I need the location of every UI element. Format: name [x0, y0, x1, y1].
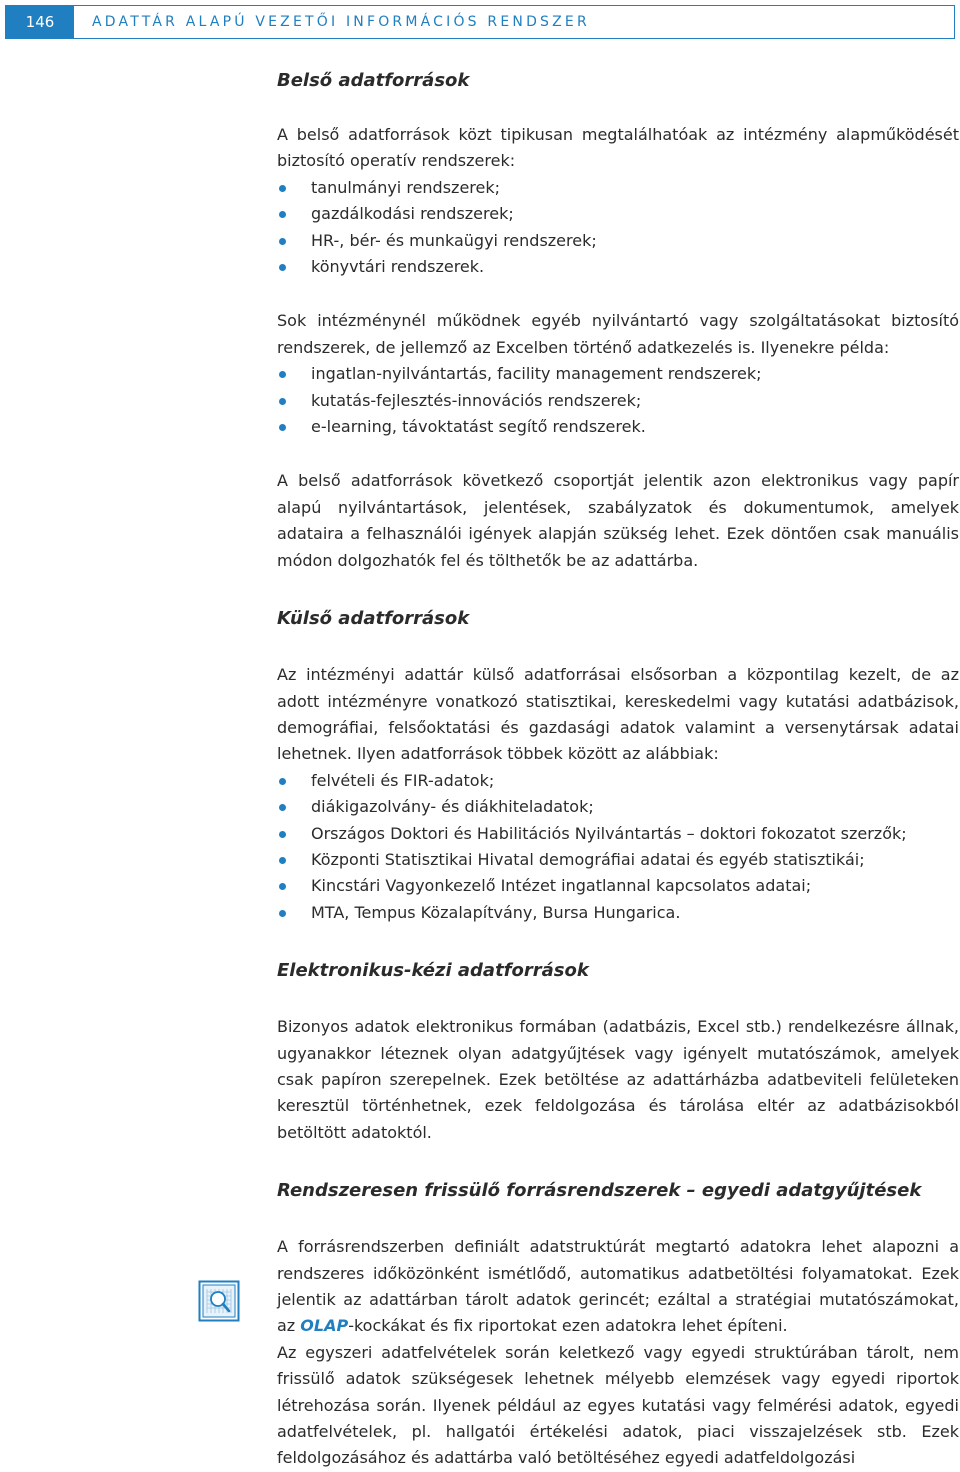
list-item: [277, 228, 959, 254]
list-item: [277, 361, 959, 387]
list-item-text: diákigazolvány- és diákhiteladatok;: [311, 797, 594, 817]
rendszeresen-paragraph-2: Az egyszeri adatfelvételek során keletkező vagy egyedi struktúrában tárolt, nem frissülő adatok szükségesek lehetnek mélyebb elemzések vagy egyedi riportok létrehozása során. Ilyenek például az egyes kutatási vagy felmérési adatok, egyedi adatfelvételek, pl. hallgatói értékelési adatok, piaci visszajelzések stb. Ezek feldolgozásához és adattárba való betöltéséhez egyedi adatfeldolgozási: [277, 1342, 959, 1468]
list-item-text: HR-, bér- és munkaügyi rendszerek;: [311, 230, 597, 250]
list-item-text: tanulmányi rendszerek;: [311, 177, 501, 197]
list-item-text: kutatás-fejlesztés-innovációs rendszerek;: [311, 390, 642, 410]
list-item: [277, 254, 959, 280]
belso-paragraph-2: Sok intézménynél működnek egyéb nyilvántartó vagy szolgáltatásokat biztosító rendszerek, de jellemző az Excelben történő adatkezelés is. Ilyenekre példa:: [277, 311, 959, 357]
rendszeresen-paragraph-1: [277, 1234, 959, 1340]
bullet-icon: [279, 424, 286, 431]
list-item: [277, 201, 959, 227]
list-item: [277, 821, 959, 847]
document-body: [277, 66, 959, 1472]
list-item: [277, 794, 959, 820]
olap-term-link[interactable]: OLAP: [300, 1316, 349, 1336]
glossary-magnifier-icon[interactable]: [198, 1280, 240, 1322]
heading-kulso-adatforrasok: Külső adatforrások: [277, 608, 470, 630]
list-item-text: ingatlan-nyilvántartás, facility management rendszerek;: [311, 364, 762, 384]
belso-intro: A belső adatforrások közt tipikusan megtalálhatóak az intézmény alapműködését biztosító operatív rendszerek:: [277, 125, 959, 171]
bullet-icon: [279, 831, 286, 838]
list-item: [277, 768, 959, 794]
bullet-icon: [279, 778, 286, 785]
bullet-icon: [279, 264, 286, 271]
bullet-icon: [279, 238, 286, 245]
paragraph-text: A forrásrendszerben definiált adatstruktúrát megtartó adatokra lehet alapozni a rendszeres időközönként ismétlődő, automatikus adatbetöltési folyamatokat. Ezek jelentik az adattárban tárolt adatok gerincét; ezáltal a stratégiai mutatószámokat, az: [277, 1237, 959, 1336]
list-item: [277, 900, 959, 926]
belso-list-2: [277, 361, 959, 440]
list-item: [277, 873, 959, 899]
list-item: [277, 847, 959, 873]
list-item: [277, 388, 959, 414]
list-item-text: e-learning, távoktatást segítő rendszerek.: [311, 417, 646, 437]
list-item-text: Központi Statisztikai Hivatal demográfiai adatai és egyéb statisztikái;: [311, 849, 865, 869]
bullet-icon: [279, 910, 286, 917]
list-item-text: könyvtári rendszerek.: [311, 257, 485, 277]
page-header: [5, 5, 955, 39]
bullet-icon: [279, 211, 286, 218]
list-item-text: gazdálkodási rendszerek;: [311, 204, 514, 224]
belso-paragraph-3: A belső adatforrások következő csoportját jelentik azon elektronikus vagy papír alapú nyilvántartások, jelentések, szabályzatok és dokumentumok, amelyek adataira a felhasználói igények alapján szükség lehet. Ezek döntően csak manuális módon dolgozhatók fel és tölthetők be az adattárba.: [277, 471, 959, 570]
belso-list-1: [277, 175, 959, 281]
list-item: [277, 175, 959, 201]
bullet-icon: [279, 185, 286, 192]
bullet-icon: [279, 398, 286, 405]
list-item-text: felvételi és FIR-adatok;: [311, 770, 495, 790]
kulso-list: [277, 768, 959, 926]
list-item: [277, 414, 959, 440]
list-item-text: Kincstári Vagyonkezelő Intézet ingatlannal kapcsolatos adatai;: [311, 876, 812, 896]
bullet-icon: [279, 883, 286, 890]
list-item-text: Országos Doktori és Habilitációs Nyilvántartás – doktori fokozatot szerzők;: [311, 823, 907, 843]
heading-belso-adatforrasok: Belső adatforrások: [277, 70, 470, 91]
heading-rendszeresen-frissulo: Rendszeresen frissülő forrásrendszerek – egyedi adatgyűjtések: [277, 1180, 922, 1202]
bullet-icon: [279, 857, 286, 864]
elektronikus-paragraph: Bizonyos adatok elektronikus formában (adatbázis, Excel stb.) rendelkezésre állnak, ugyanakkor léteznek olyan adatgyűjtések vagy igényelt mutatószámok, amelyek csak papíron szerepelnek. Ezek betöltése az adattárházba adatbeviteli felületeken keresztül történhetnek, ezek feldolgozása és tárolása eltér az adatbázisokból betöltött adatoktól.: [277, 1017, 959, 1142]
running-title: ADATTÁR ALAPÚ VEZETŐI INFORMÁCIÓS RENDSZER: [92, 14, 590, 30]
list-item-text: MTA, Tempus Közalapítvány, Bursa Hungarica.: [311, 902, 681, 922]
kulso-paragraph: Az intézményi adattár külső adatforrásai elsősorban a központilag kezelt, de az adott intézményre vonatkozó statisztikai, kereskedelmi vagy kutatási adatbázisok, demográfiai, felsőoktatási és gazdasági adatok valamint a versenytársak adatai lehetnek. Ilyen adatforrások többek között az alábbiak:: [277, 665, 959, 764]
heading-elektronikus-kezi-adatforrasok: Elektronikus-kézi adatforrások: [277, 960, 589, 982]
bullet-icon: [279, 371, 286, 378]
paragraph-text: -kockákat és fix riportokat ezen adatokra lehet építeni.: [348, 1316, 788, 1336]
bullet-icon: [279, 804, 286, 811]
page-number: 146: [6, 6, 74, 38]
